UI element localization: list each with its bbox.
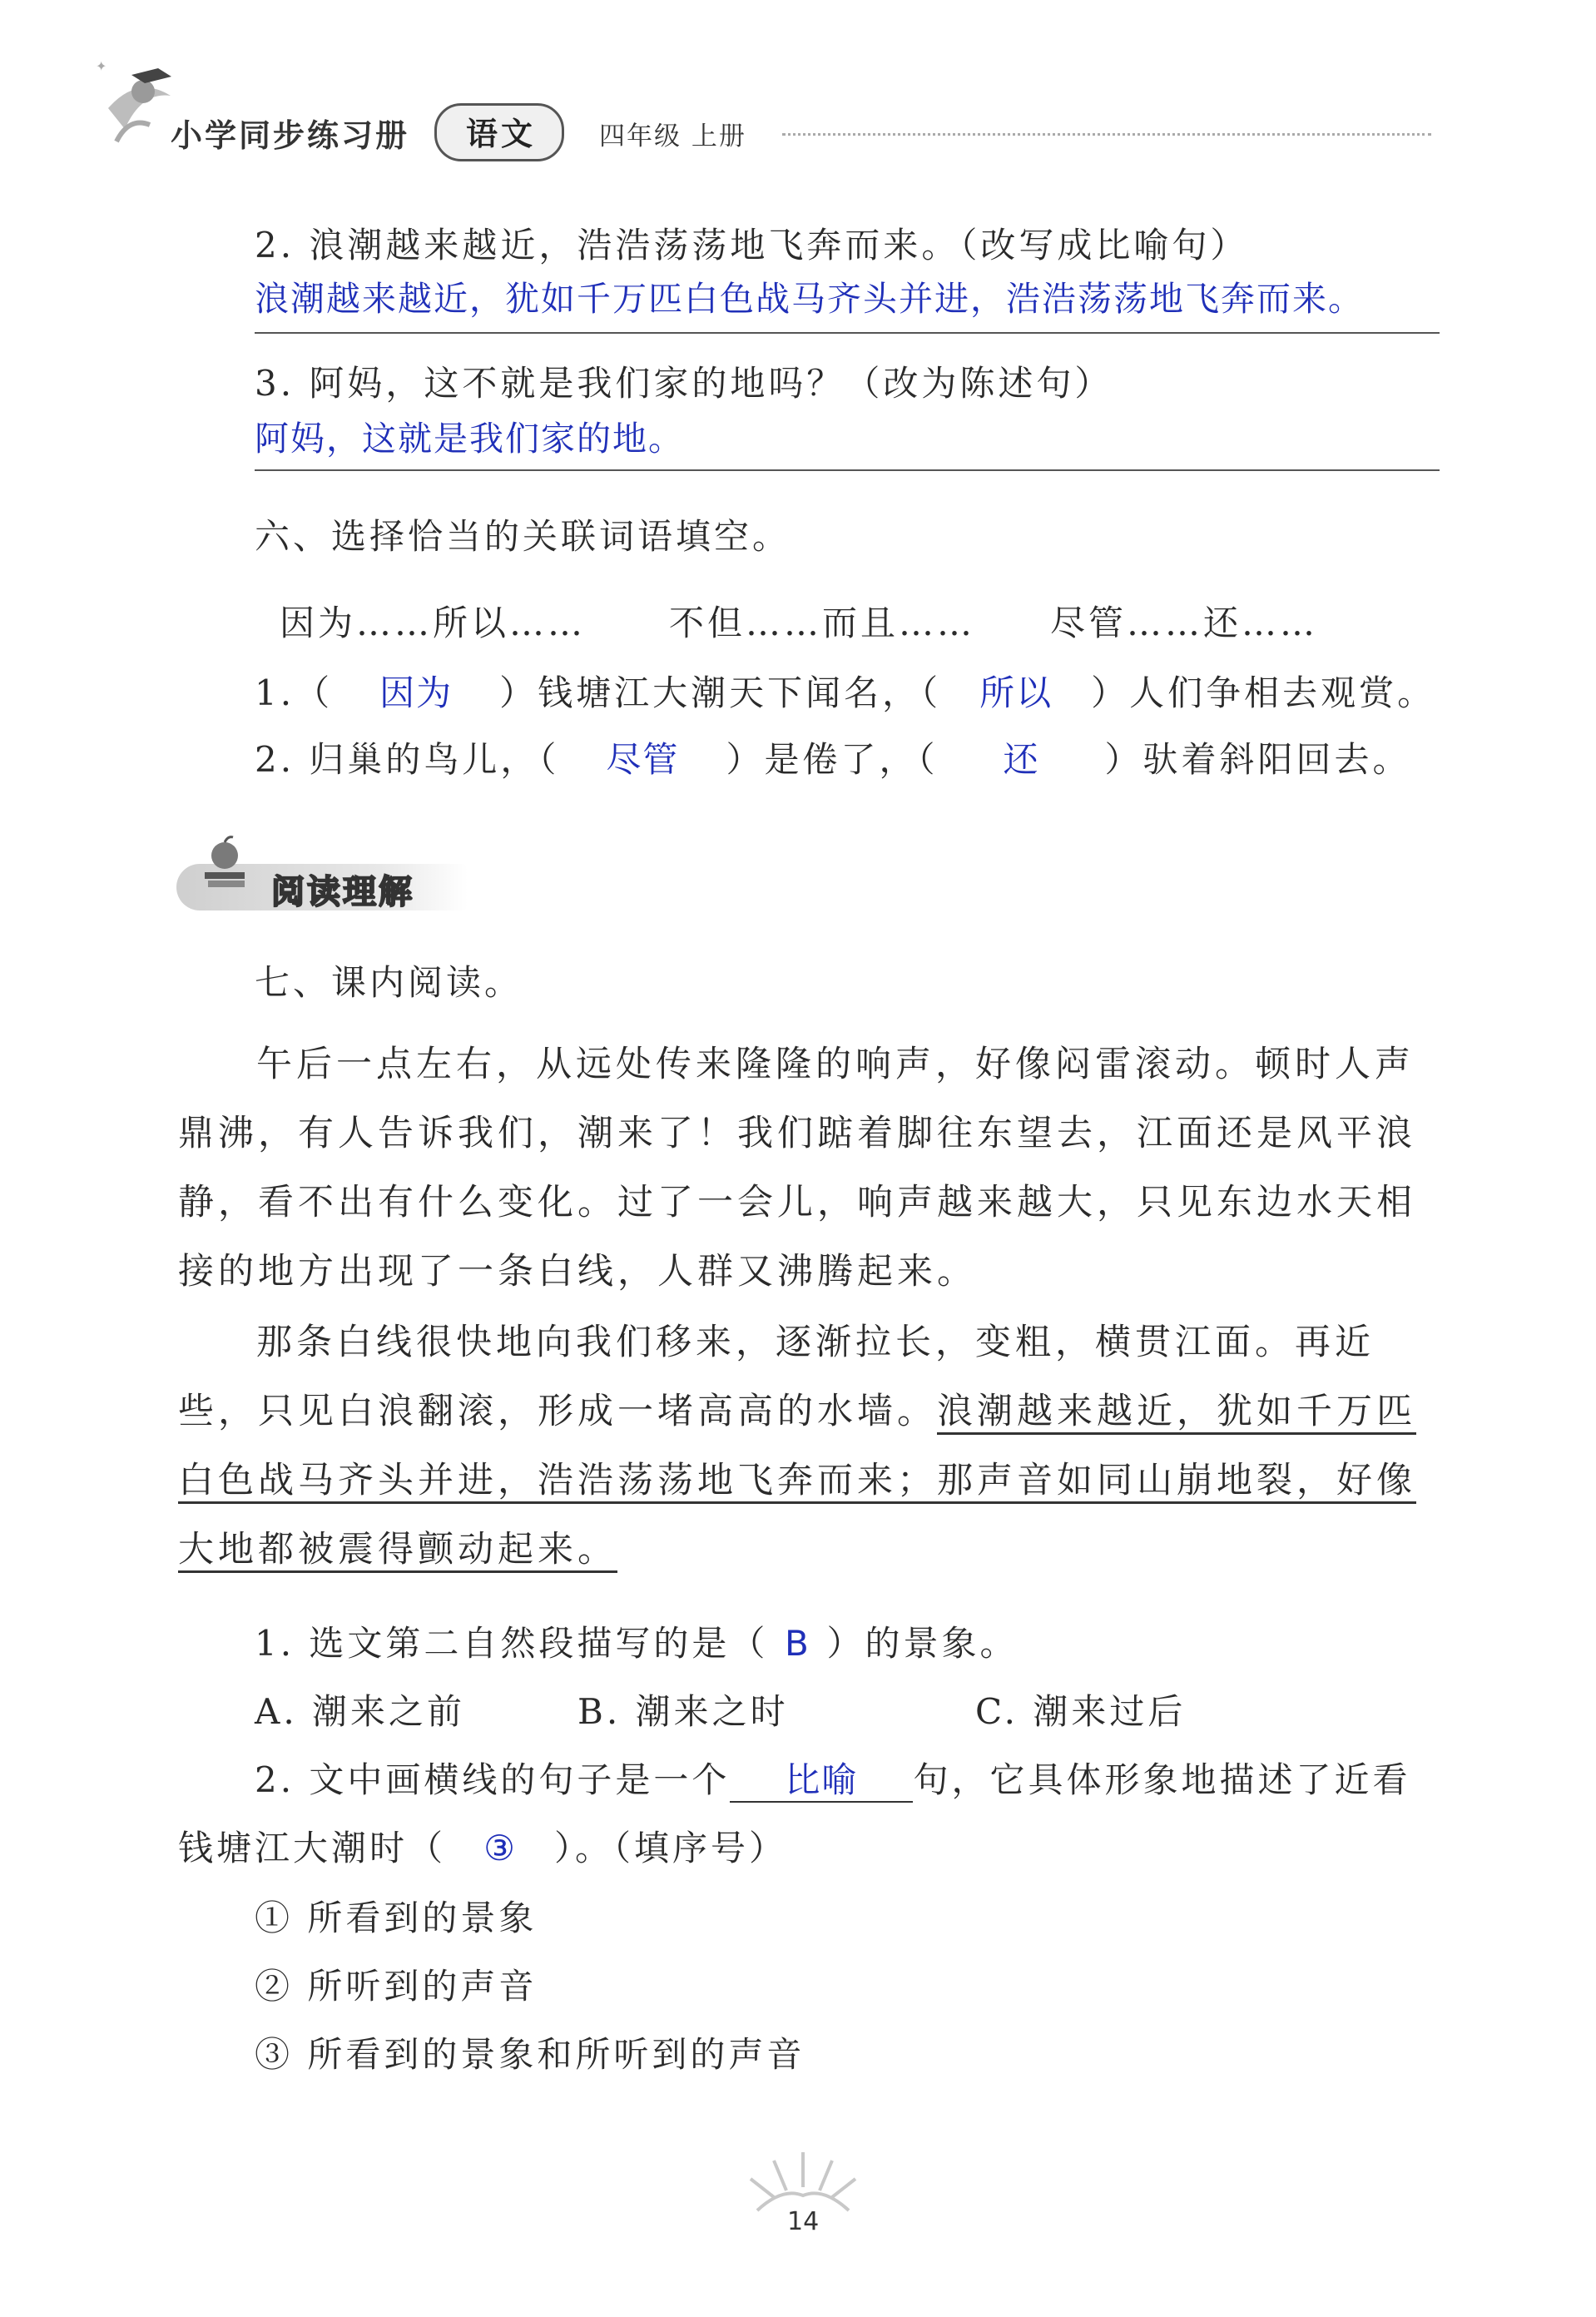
q7-1	[255, 1623, 1018, 1665]
q7-2-stem-c: 钱塘江大潮时（	[178, 1828, 447, 1868]
paragraph-1-text: 午后一点左右，从远处传来隆隆的响声，好像闷雷滚动。顿时人声鼎沸，有人告诉我们，潮来了！我们踮着脚往东望去，江面还是风平浪静，看不出有什么变化。过了一会儿，响声越来越大，只见东边水天相接的地方出现了一条白线，人群又沸腾起来。	[178, 1044, 1416, 1292]
header-divider	[782, 133, 1431, 136]
q6-1-text2: ）人们争相去观赏。	[1091, 672, 1436, 713]
q7-1-stem-b: ）的景象。	[826, 1623, 1019, 1664]
q6-1-answer2: 所以	[979, 672, 1053, 713]
svg-text:✦: ✦	[96, 58, 107, 74]
reading-banner-label: 阅读理解	[271, 873, 414, 911]
grade-label: 四年级 上册	[599, 122, 746, 151]
q6-1-text1: ）钱塘江大潮天下闻名，（	[499, 672, 942, 713]
q7-1-stem-a: 1. 选文第二自然段描写的是（	[255, 1623, 769, 1664]
q7-2-stem-a: 2. 文中画横线的句子是一个	[255, 1759, 731, 1800]
q6-2-text2: ）驮着斜阳回去。	[1104, 739, 1411, 780]
q7-2-line2	[178, 1828, 787, 1869]
q6-1: 1.（ 因为 ）钱塘江大潮天下闻名，（ 所以 ）人们争相去观赏。	[255, 672, 1436, 713]
choice-a: A. 潮来之前	[255, 1691, 466, 1732]
q7-1-answer: B	[785, 1623, 810, 1664]
series-title: 小学同步练习册	[171, 117, 410, 154]
option-1: 因为……所以……	[280, 603, 587, 643]
header-logo	[92, 50, 183, 158]
q6-1-num: 1.	[255, 672, 295, 713]
section6-title: 六、选择恰当的关联词语填空。	[255, 516, 791, 557]
logo-figure-icon	[92, 50, 183, 158]
reading-paragraph-1	[178, 1030, 1426, 1307]
q6-2-stem: 2. 归巢的鸟儿，（	[255, 739, 560, 780]
underlined-sentence: 浪潮越来越近，犹如千万匹白色战马齐头并进，浩浩荡荡地飞奔而来；那声音如同山崩地裂，好像大地都被震得颤动起来。	[178, 1391, 1416, 1573]
q7-2-blank-answer: 比喻	[730, 1759, 913, 1803]
q6-2-answer1: 尽管	[606, 739, 680, 780]
option-3: 尽管……还……	[1050, 603, 1319, 643]
option-2: 不但……而且……	[669, 603, 976, 643]
q7-2-stem-d: ）。（填序号）	[554, 1828, 788, 1868]
answer-line	[255, 332, 1440, 334]
section7-title: 七、课内阅读。	[255, 962, 523, 1003]
q6-2	[255, 739, 1410, 781]
paragraph-2-text: 那条白线很快地向我们移来，逐渐拉长，变粗，横贯江面。再近些，只见白浪翻滚，形成一堵高高的水墙。	[178, 1322, 1375, 1432]
q5-2-answer: 浪潮越来越近，犹如千万匹白色战马齐头并进，浩浩荡荡地飞奔而来。	[255, 279, 1364, 319]
choice-c: C. 潮来过后	[975, 1691, 1187, 1732]
answer-line	[255, 469, 1440, 471]
q5-3-answer: 阿妈，这就是我们家的地。	[255, 419, 684, 459]
q7-2-line1	[255, 1759, 1410, 1803]
q7-2-stem-b: 句，它具体形象地描述了近看	[913, 1759, 1411, 1800]
q6-2-answer2: 还	[1003, 739, 1040, 780]
subject-label: 语文	[466, 115, 537, 152]
q7-2-answer: ③	[483, 1828, 517, 1868]
reading-paragraph-2	[178, 1308, 1426, 1585]
q5-2-prompt: 2. 浪潮越来越近，浩浩荡荡地飞奔而来。（改写成比喻句）	[255, 225, 1249, 265]
page-number: 14	[787, 2207, 820, 2236]
option-item-3: ③ 所看到的景象和所听到的声音	[255, 2034, 805, 2075]
q6-1-answer1: 因为	[379, 672, 454, 713]
q5-3-prompt: 3. 阿妈，这不就是我们家的地吗？（改为陈述句）	[255, 363, 1113, 404]
option-item-1: ① 所看到的景象	[255, 1898, 538, 1938]
q6-2-text1: ）是倦了，（	[726, 739, 939, 780]
apple-book-icon	[200, 836, 250, 897]
choice-b: B. 潮来之时	[577, 1691, 789, 1732]
option-item-2: ② 所听到的声音	[255, 1966, 538, 2007]
